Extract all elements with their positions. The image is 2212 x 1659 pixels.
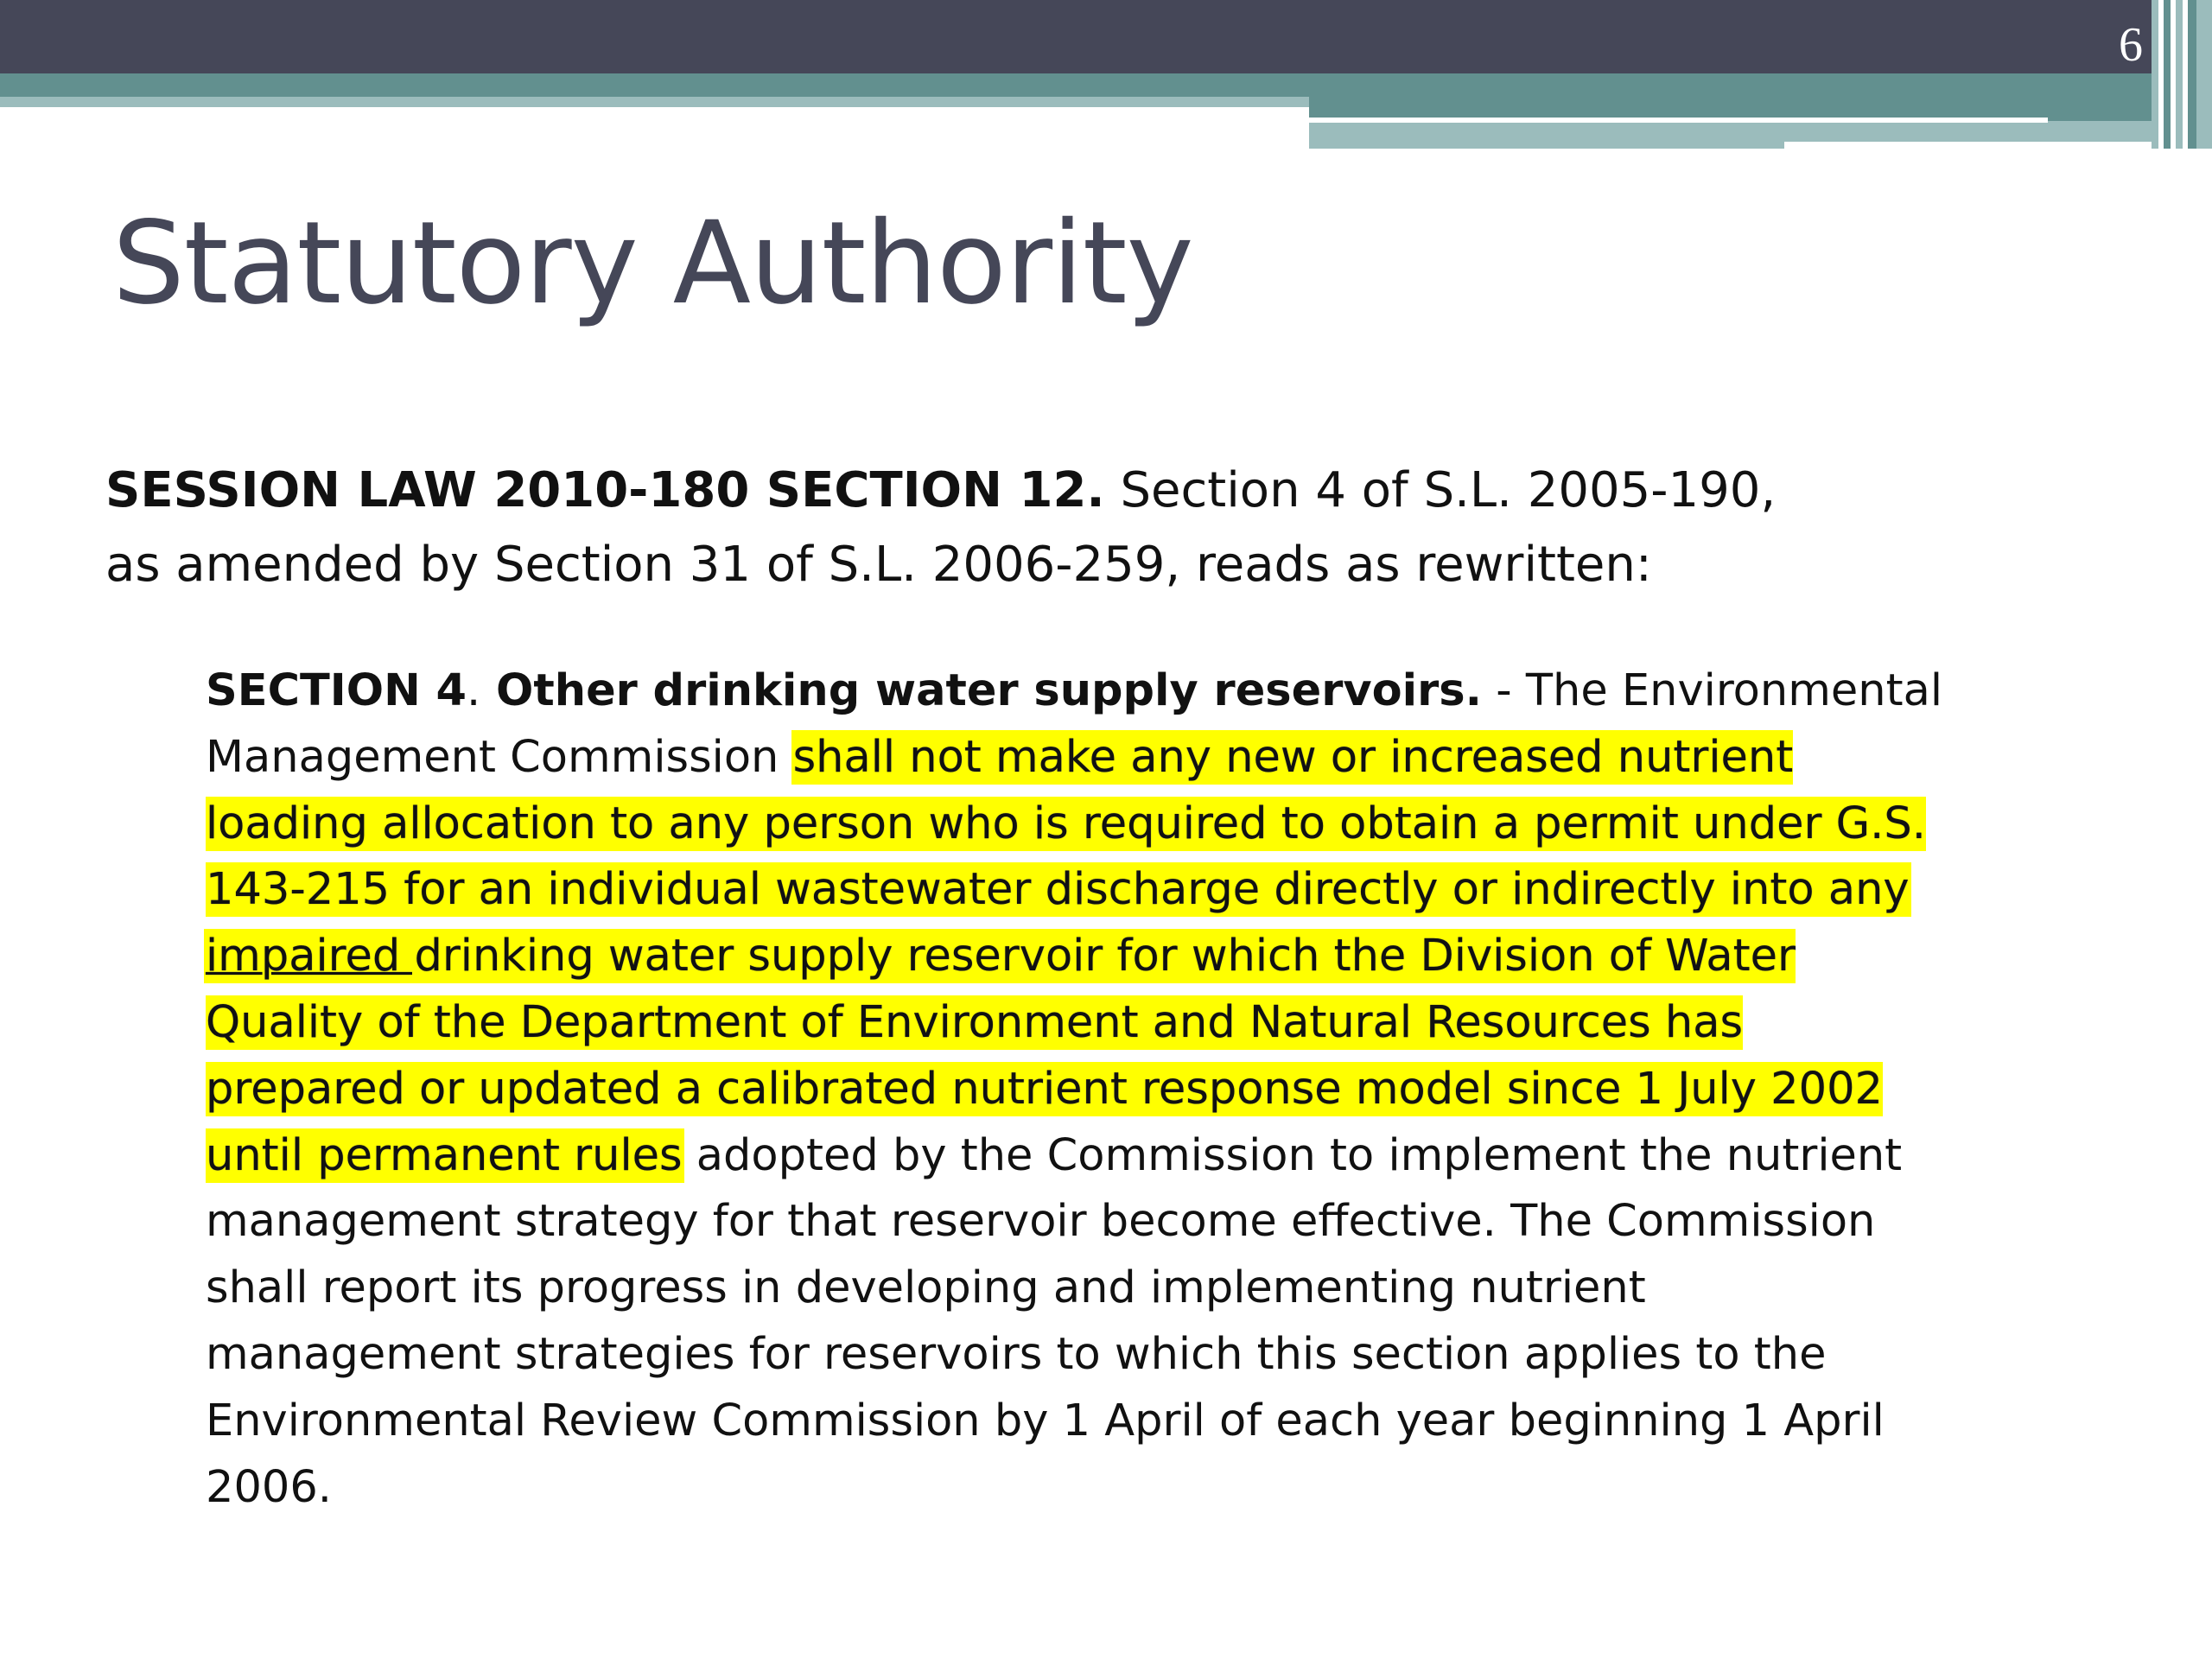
section-label: SECTION 4 [206, 665, 467, 716]
slide-number: 6 [2119, 18, 2143, 72]
section-lead-text: - The Environmental Management Commission [206, 665, 1942, 783]
header-stripe [2152, 0, 2158, 149]
session-law-heading: SESSION LAW 2010-180 SECTION 12. [105, 462, 1105, 518]
section-heading: Other drinking water supply reservoirs. [480, 665, 1483, 716]
header-band [0, 0, 2212, 73]
header-right-block [1309, 73, 2152, 121]
header-stripe [2164, 0, 2171, 149]
section-4-paragraph [206, 658, 1942, 1521]
section-label-period: . [467, 665, 481, 716]
intro-paragraph [105, 454, 1834, 602]
highlighted-text-2: drinking water supply reservoir for which the Division of Water Quality of the Department of Environment and Natural Resources has prepared or updated a calibrated nutrient response model since 1 July 2002 until permanent rules [206, 931, 1883, 1181]
header-divider-line-short [1784, 142, 2152, 149]
highlighted-text-1: shall not make any new or increased nutrient loading allocation to any person who is required to obtain a permit under G.S. 143-215 for an individual wastewater discharge directly or indirectly into any [206, 731, 1926, 916]
intro-text: Section 4 of S.L. 2005-190, as amended by Section 31 of S.L. 2006-259, reads as rewritten: [105, 462, 1777, 593]
underlined-highlighted-word: impaired [206, 931, 415, 982]
header-stripe [2188, 0, 2196, 149]
header-stripe [2176, 0, 2183, 149]
slide-title: Statutory Authority [112, 197, 1193, 330]
section-tail-text: adopted by the Commission to implement the nutrient management strategy for that reservoir become effective. The Commission shall report its progress in developing and implementing nutrient management strategies for reservoirs to which this section applies to the Environmental Review Commission by 1 April of each year beginning 1 April 2006. [206, 1129, 1903, 1513]
header-stripe [2196, 0, 2212, 149]
header-teal-band [0, 73, 1309, 97]
header-divider-line [1309, 118, 2048, 123]
header-teal-band-light [0, 97, 1309, 107]
